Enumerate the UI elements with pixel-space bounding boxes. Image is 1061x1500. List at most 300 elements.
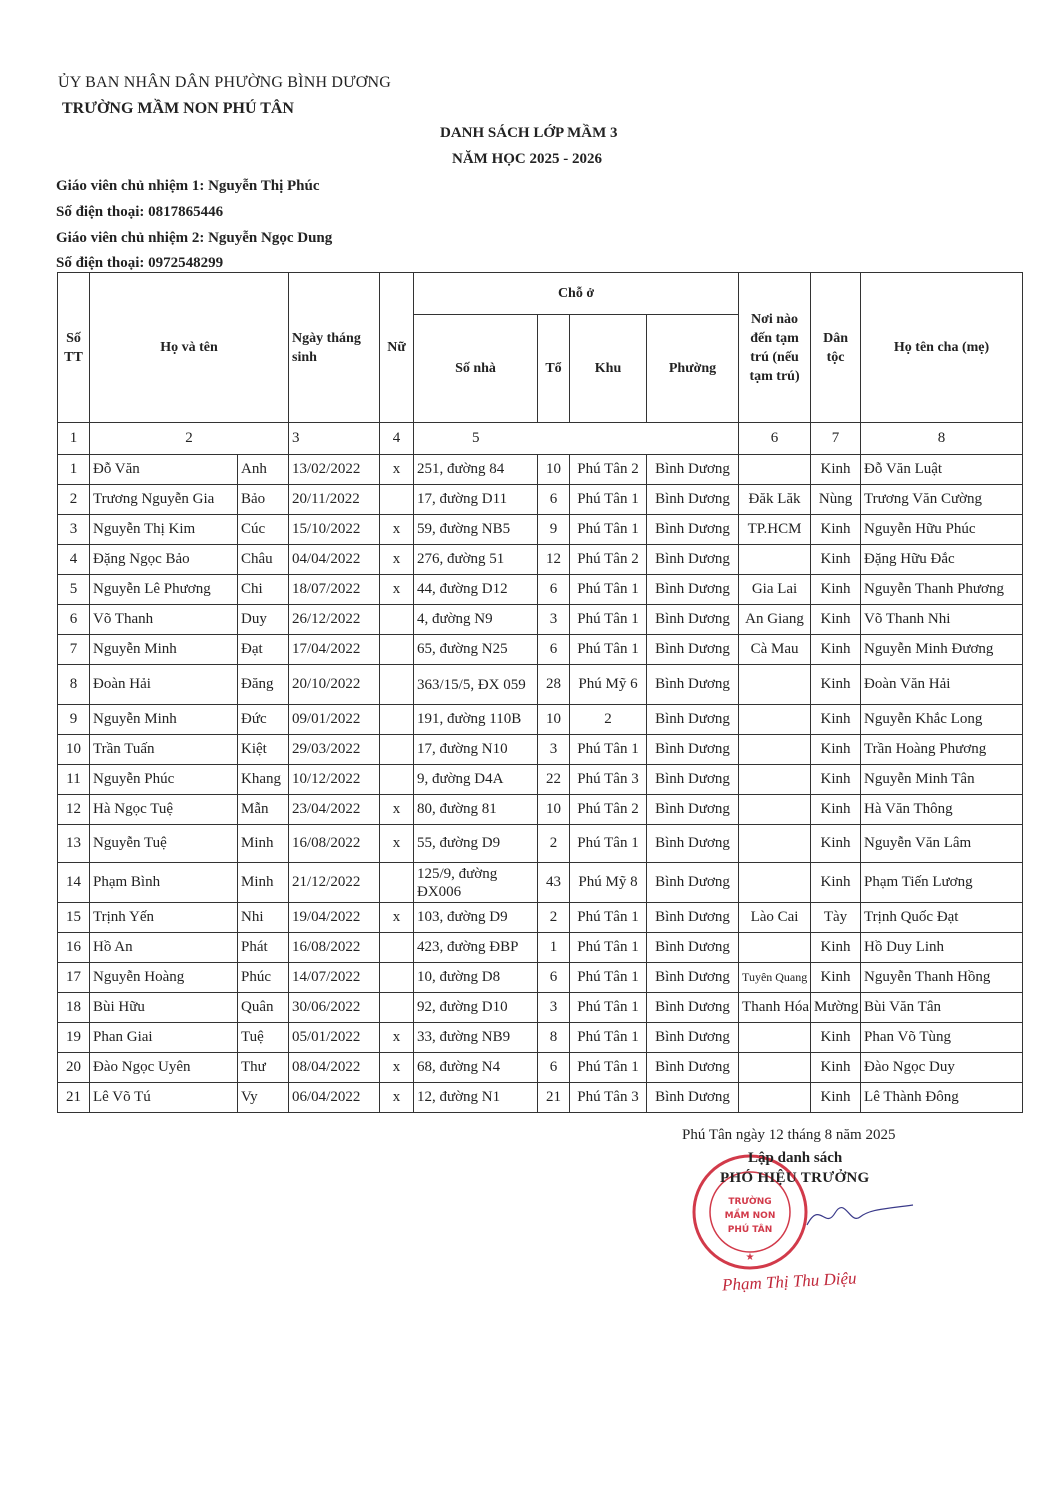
area-cell: Phú Tân 1 [570, 605, 647, 635]
parent-cell: Đoàn Văn Hải [861, 665, 1023, 705]
house-cell: 17, đường D11 [414, 485, 538, 515]
area-cell: Phú Tân 1 [570, 515, 647, 545]
ward-cell: Bình Dương [647, 635, 739, 665]
female-cell [380, 765, 414, 795]
authority-name: ỦY BAN NHÂN DÂN PHƯỜNG BÌNH DƯƠNG [58, 74, 392, 91]
table-row [58, 605, 1023, 635]
ethnic-cell: Kinh [811, 795, 861, 825]
ethnic-cell: Kinh [811, 863, 861, 903]
school-year: NĂM HỌC 2025 - 2026 [452, 151, 602, 167]
header-name: Họ và tên [90, 273, 289, 423]
last-name-cell: Bùi Hữu [90, 993, 238, 1023]
ethnic-cell: Tày [811, 903, 861, 933]
first-name-cell: Chi [238, 575, 289, 605]
ethnic-cell: Kinh [811, 455, 861, 485]
house-cell: 55, đường D9 [414, 825, 538, 863]
female-cell [380, 963, 414, 993]
ward-cell: Bình Dương [647, 545, 739, 575]
ethnic-cell: Kinh [811, 735, 861, 765]
ward-cell: Bình Dương [647, 665, 739, 705]
area-cell: Phú Tân 3 [570, 1083, 647, 1113]
female-cell [380, 485, 414, 515]
dob-cell: 20/11/2022 [289, 485, 380, 515]
temp-from-cell: Thanh Hóa [739, 993, 811, 1023]
ward-cell: Bình Dương [647, 455, 739, 485]
signature-scribble-icon [805, 1195, 915, 1235]
stt-cell: 3 [58, 515, 90, 545]
female-cell: x [380, 903, 414, 933]
stt-cell: 18 [58, 993, 90, 1023]
house-cell: 92, đường D10 [414, 993, 538, 1023]
house-cell: 4, đường N9 [414, 605, 538, 635]
parent-cell: Bùi Văn Tân [861, 993, 1023, 1023]
signer-name: Phạm Thị Thu Diệu [721, 1268, 857, 1295]
parent-cell: Nguyễn Minh Đương [861, 635, 1023, 665]
teacher-1-phone: Số điện thoại: 0817865446 [56, 204, 224, 220]
stt-cell: 4 [58, 545, 90, 575]
parent-cell: Lê Thành Đông [861, 1083, 1023, 1113]
dob-cell: 19/04/2022 [289, 903, 380, 933]
table-row [58, 963, 1023, 993]
group-cell: 10 [538, 705, 570, 735]
last-name-cell: Đào Ngọc Uyên [90, 1053, 238, 1083]
dob-cell: 23/04/2022 [289, 795, 380, 825]
student-table [57, 272, 1023, 1113]
stt-cell: 13 [58, 825, 90, 863]
temp-from-cell: Gia Lai [739, 575, 811, 605]
ward-cell: Bình Dương [647, 765, 739, 795]
header-dob: Ngày tháng sinh [289, 273, 380, 423]
stt-cell: 10 [58, 735, 90, 765]
last-name-cell: Đoàn Hải [90, 665, 238, 705]
temp-from-cell [739, 863, 811, 903]
ward-cell: Bình Dương [647, 963, 739, 993]
female-cell [380, 933, 414, 963]
female-cell [380, 605, 414, 635]
first-name-cell: Đức [238, 705, 289, 735]
house-cell: 33, đường NB9 [414, 1023, 538, 1053]
group-cell: 3 [538, 735, 570, 765]
last-name-cell: Trương Nguyễn Gia [90, 485, 238, 515]
header-group: Tổ [538, 315, 570, 423]
area-cell: Phú Tân 2 [570, 545, 647, 575]
female-cell [380, 735, 414, 765]
ward-cell: Bình Dương [647, 1023, 739, 1053]
female-cell [380, 665, 414, 705]
house-cell: 125/9, đường ĐX006 [414, 863, 538, 903]
area-cell: Phú Tân 2 [570, 795, 647, 825]
first-name-cell: Nhi [238, 903, 289, 933]
temp-from-cell [739, 455, 811, 485]
header-ward: Phường [647, 315, 739, 423]
dob-cell: 09/01/2022 [289, 705, 380, 735]
temp-from-cell [739, 1023, 811, 1053]
dob-cell: 16/08/2022 [289, 933, 380, 963]
dob-cell: 10/12/2022 [289, 765, 380, 795]
parent-cell: Nguyễn Thanh Phương [861, 575, 1023, 605]
table-row [58, 863, 1023, 903]
table-row [58, 765, 1023, 795]
temp-from-cell: Cà Mau [739, 635, 811, 665]
dob-cell: 08/04/2022 [289, 1053, 380, 1083]
area-cell: Phú Tân 1 [570, 825, 647, 863]
temp-from-cell [739, 933, 811, 963]
svg-text:★: ★ [745, 1252, 755, 1263]
last-name-cell: Nguyễn Hoàng [90, 963, 238, 993]
first-name-cell: Bảo [238, 485, 289, 515]
house-cell: 80, đường 81 [414, 795, 538, 825]
group-cell: 1 [538, 933, 570, 963]
first-name-cell: Phát [238, 933, 289, 963]
header-stt: Số TT [58, 273, 90, 423]
last-name-cell: Nguyễn Tuệ [90, 825, 238, 863]
dob-cell: 05/01/2022 [289, 1023, 380, 1053]
group-cell: 6 [538, 1053, 570, 1083]
last-name-cell: Võ Thanh [90, 605, 238, 635]
last-name-cell: Phan Giai [90, 1023, 238, 1053]
table-row [58, 825, 1023, 863]
female-cell: x [380, 545, 414, 575]
col-number: 3 [289, 423, 380, 455]
first-name-cell: Tuệ [238, 1023, 289, 1053]
parent-cell: Nguyễn Văn Lâm [861, 825, 1023, 863]
ward-cell: Bình Dương [647, 575, 739, 605]
ward-cell: Bình Dương [647, 605, 739, 635]
stt-cell: 6 [58, 605, 90, 635]
group-cell: 22 [538, 765, 570, 795]
temp-from-cell [739, 1053, 811, 1083]
parent-cell: Trần Hoàng Phương [861, 735, 1023, 765]
footer-date: Phú Tân ngày 12 tháng 8 năm 2025 [682, 1127, 896, 1143]
house-cell: 363/15/5, ĐX 059 [414, 665, 538, 705]
dob-cell: 17/04/2022 [289, 635, 380, 665]
first-name-cell: Kiệt [238, 735, 289, 765]
last-name-cell: Đặng Ngọc Bảo [90, 545, 238, 575]
parent-cell: Đỗ Văn Luật [861, 455, 1023, 485]
dob-cell: 30/06/2022 [289, 993, 380, 1023]
ward-cell: Bình Dương [647, 485, 739, 515]
table-row [58, 1083, 1023, 1113]
ethnic-cell: Kinh [811, 545, 861, 575]
temp-from-cell [739, 545, 811, 575]
temp-from-cell [739, 765, 811, 795]
header-residence: Chỗ ở [414, 273, 739, 315]
table-row [58, 575, 1023, 605]
parent-cell: Nguyễn Minh Tân [861, 765, 1023, 795]
house-cell: 276, đường 51 [414, 545, 538, 575]
ward-cell: Bình Dương [647, 705, 739, 735]
stt-cell: 7 [58, 635, 90, 665]
last-name-cell: Nguyễn Thị Kim [90, 515, 238, 545]
parent-cell: Hồ Duy Linh [861, 933, 1023, 963]
stt-cell: 19 [58, 1023, 90, 1053]
last-name-cell: Phạm Bình [90, 863, 238, 903]
group-cell: 43 [538, 863, 570, 903]
female-cell: x [380, 515, 414, 545]
female-cell [380, 863, 414, 903]
ethnic-cell: Kinh [811, 1053, 861, 1083]
ethnic-cell: Mường [811, 993, 861, 1023]
temp-from-cell: Lào Cai [739, 903, 811, 933]
dob-cell: 21/12/2022 [289, 863, 380, 903]
ethnic-cell: Kinh [811, 515, 861, 545]
temp-from-cell: An Giang [739, 605, 811, 635]
house-cell: 68, đường N4 [414, 1053, 538, 1083]
parent-cell: Trịnh Quốc Đạt [861, 903, 1023, 933]
female-cell: x [380, 1083, 414, 1113]
last-name-cell: Nguyễn Minh [90, 635, 238, 665]
parent-cell: Nguyễn Khắc Long [861, 705, 1023, 735]
header-parent: Họ tên cha (mẹ) [861, 273, 1023, 423]
dob-cell: 06/04/2022 [289, 1083, 380, 1113]
first-name-cell: Đạt [238, 635, 289, 665]
last-name-cell: Lê Võ Tú [90, 1083, 238, 1113]
last-name-cell: Nguyễn Minh [90, 705, 238, 735]
stt-cell: 1 [58, 455, 90, 485]
group-cell: 21 [538, 1083, 570, 1113]
header-ethnic: Dân tộc [811, 273, 861, 423]
teacher-2: Giáo viên chủ nhiệm 2: Nguyễn Ngọc Dung [56, 230, 333, 246]
female-cell: x [380, 1053, 414, 1083]
temp-from-cell: Tuyên Quang [739, 963, 811, 993]
area-cell: Phú Tân 1 [570, 485, 647, 515]
area-cell: Phú Tân 1 [570, 933, 647, 963]
parent-cell: Nguyễn Hữu Phúc [861, 515, 1023, 545]
parent-cell: Đặng Hữu Đắc [861, 545, 1023, 575]
stt-cell: 16 [58, 933, 90, 963]
first-name-cell: Đăng [238, 665, 289, 705]
temp-from-cell [739, 705, 811, 735]
table-row [58, 903, 1023, 933]
header-house: Số nhà [414, 315, 538, 423]
area-cell: Phú Mỹ 8 [570, 863, 647, 903]
dob-cell: 13/02/2022 [289, 455, 380, 485]
first-name-cell: Cúc [238, 515, 289, 545]
first-name-cell: Minh [238, 825, 289, 863]
table-row [58, 1053, 1023, 1083]
ethnic-cell: Kinh [811, 635, 861, 665]
dob-cell: 14/07/2022 [289, 963, 380, 993]
ethnic-cell: Kinh [811, 1083, 861, 1113]
stt-cell: 9 [58, 705, 90, 735]
stamp-text: MẦM NON [724, 1211, 776, 1221]
table-row [58, 993, 1023, 1023]
parent-cell: Võ Thanh Nhi [861, 605, 1023, 635]
area-cell: Phú Mỹ 6 [570, 665, 647, 705]
house-cell: 251, đường 84 [414, 455, 538, 485]
ethnic-cell: Kinh [811, 1023, 861, 1053]
last-name-cell: Trịnh Yến [90, 903, 238, 933]
col-number: 5 [414, 423, 739, 455]
dob-cell: 15/10/2022 [289, 515, 380, 545]
first-name-cell: Mẫn [238, 795, 289, 825]
stt-cell: 17 [58, 963, 90, 993]
ethnic-cell: Kinh [811, 825, 861, 863]
female-cell [380, 705, 414, 735]
group-cell: 9 [538, 515, 570, 545]
stt-cell: 5 [58, 575, 90, 605]
group-cell: 3 [538, 605, 570, 635]
header-temp-from: Nơi nào đến tạm trú (nếu tạm trú) [739, 273, 811, 423]
table-row [58, 485, 1023, 515]
header-female: Nữ [380, 273, 414, 423]
parent-cell: Nguyễn Thanh Hồng [861, 963, 1023, 993]
dob-cell: 26/12/2022 [289, 605, 380, 635]
table-row [58, 705, 1023, 735]
ethnic-cell: Kinh [811, 963, 861, 993]
area-cell: Phú Tân 1 [570, 635, 647, 665]
col-number: 2 [90, 423, 289, 455]
ward-cell: Bình Dương [647, 825, 739, 863]
temp-from-cell [739, 795, 811, 825]
parent-cell: Trương Văn Cường [861, 485, 1023, 515]
stt-cell: 12 [58, 795, 90, 825]
last-name-cell: Trần Tuấn [90, 735, 238, 765]
first-name-cell: Minh [238, 863, 289, 903]
group-cell: 2 [538, 825, 570, 863]
ethnic-cell: Nùng [811, 485, 861, 515]
house-cell: 65, đường N25 [414, 635, 538, 665]
ward-cell: Bình Dương [647, 795, 739, 825]
ward-cell: Bình Dương [647, 863, 739, 903]
school-name: TRƯỜNG MẦM NON PHÚ TÂN [62, 100, 294, 117]
house-cell: 17, đường N10 [414, 735, 538, 765]
house-cell: 9, đường D4A [414, 765, 538, 795]
area-cell: Phú Tân 3 [570, 765, 647, 795]
dob-cell: 20/10/2022 [289, 665, 380, 705]
table-row [58, 795, 1023, 825]
first-name-cell: Phúc [238, 963, 289, 993]
first-name-cell: Châu [238, 545, 289, 575]
first-name-cell: Khang [238, 765, 289, 795]
stt-cell: 2 [58, 485, 90, 515]
area-cell: Phú Tân 1 [570, 1053, 647, 1083]
table-row [58, 665, 1023, 705]
ethnic-cell: Kinh [811, 605, 861, 635]
area-cell: Phú Tân 1 [570, 993, 647, 1023]
female-cell [380, 993, 414, 1023]
first-name-cell: Thư [238, 1053, 289, 1083]
prepared-by: Lập danh sách [748, 1150, 843, 1166]
group-cell: 3 [538, 993, 570, 1023]
group-cell: 10 [538, 795, 570, 825]
parent-cell: Đào Ngọc Duy [861, 1053, 1023, 1083]
house-cell: 12, đường N1 [414, 1083, 538, 1113]
stt-cell: 14 [58, 863, 90, 903]
group-cell: 10 [538, 455, 570, 485]
signer-position: PHÓ HIỆU TRƯỞNG [720, 1170, 870, 1186]
female-cell: x [380, 825, 414, 863]
first-name-cell: Duy [238, 605, 289, 635]
ethnic-cell: Kinh [811, 765, 861, 795]
table-row [58, 933, 1023, 963]
temp-from-cell [739, 665, 811, 705]
table-row [58, 1023, 1023, 1053]
parent-cell: Phạm Tiến Lương [861, 863, 1023, 903]
ward-cell: Bình Dương [647, 515, 739, 545]
first-name-cell: Quân [238, 993, 289, 1023]
col-number: 7 [811, 423, 861, 455]
parent-cell: Hà Văn Thông [861, 795, 1023, 825]
page-title: DANH SÁCH LỚP MẦM 3 [440, 125, 618, 141]
ward-cell: Bình Dương [647, 903, 739, 933]
group-cell: 6 [538, 485, 570, 515]
dob-cell: 29/03/2022 [289, 735, 380, 765]
group-cell: 6 [538, 963, 570, 993]
temp-from-cell: TP.HCM [739, 515, 811, 545]
dob-cell: 18/07/2022 [289, 575, 380, 605]
ward-cell: Bình Dương [647, 933, 739, 963]
dob-cell: 04/04/2022 [289, 545, 380, 575]
temp-from-cell [739, 1083, 811, 1113]
group-cell: 6 [538, 635, 570, 665]
table-row [58, 455, 1023, 485]
house-cell: 59, đường NB5 [414, 515, 538, 545]
ward-cell: Bình Dương [647, 993, 739, 1023]
stamp-text: TRƯỜNG [728, 1197, 772, 1207]
female-cell: x [380, 1023, 414, 1053]
temp-from-cell [739, 735, 811, 765]
col-number: 4 [380, 423, 414, 455]
female-cell: x [380, 455, 414, 485]
table-row [58, 515, 1023, 545]
stt-cell: 15 [58, 903, 90, 933]
female-cell: x [380, 575, 414, 605]
ward-cell: Bình Dương [647, 735, 739, 765]
first-name-cell: Vy [238, 1083, 289, 1113]
table-row [58, 545, 1023, 575]
group-cell: 6 [538, 575, 570, 605]
group-cell: 28 [538, 665, 570, 705]
area-cell: Phú Tân 2 [570, 455, 647, 485]
area-cell: Phú Tân 1 [570, 903, 647, 933]
table-row [58, 635, 1023, 665]
stt-cell: 20 [58, 1053, 90, 1083]
stt-cell: 11 [58, 765, 90, 795]
ethnic-cell: Kinh [811, 705, 861, 735]
teacher-2-phone: Số điện thoại: 0972548299 [56, 255, 224, 271]
area-cell: 2 [570, 705, 647, 735]
stt-cell: 21 [58, 1083, 90, 1113]
house-cell: 103, đường D9 [414, 903, 538, 933]
last-name-cell: Hồ An [90, 933, 238, 963]
teacher-1: Giáo viên chủ nhiệm 1: Nguyễn Thị Phúc [56, 178, 320, 194]
area-cell: Phú Tân 1 [570, 963, 647, 993]
temp-from-cell: Đăk Lăk [739, 485, 811, 515]
area-cell: Phú Tân 1 [570, 735, 647, 765]
col-number: 1 [58, 423, 90, 455]
stamp-text: PHÚ TÂN [727, 1225, 773, 1235]
parent-cell: Phan Võ Tùng [861, 1023, 1023, 1053]
house-cell: 44, đường D12 [414, 575, 538, 605]
area-cell: Phú Tân 1 [570, 1023, 647, 1053]
last-name-cell: Hà Ngọc Tuệ [90, 795, 238, 825]
last-name-cell: Nguyễn Phúc [90, 765, 238, 795]
ethnic-cell: Kinh [811, 575, 861, 605]
group-cell: 8 [538, 1023, 570, 1053]
ward-cell: Bình Dương [647, 1053, 739, 1083]
group-cell: 12 [538, 545, 570, 575]
col-number: 6 [739, 423, 811, 455]
house-cell: 423, đường ĐBP [414, 933, 538, 963]
house-cell: 191, đường 110B [414, 705, 538, 735]
stt-cell: 8 [58, 665, 90, 705]
group-cell: 2 [538, 903, 570, 933]
table-row [58, 735, 1023, 765]
female-cell: x [380, 795, 414, 825]
ethnic-cell: Kinh [811, 933, 861, 963]
female-cell [380, 635, 414, 665]
